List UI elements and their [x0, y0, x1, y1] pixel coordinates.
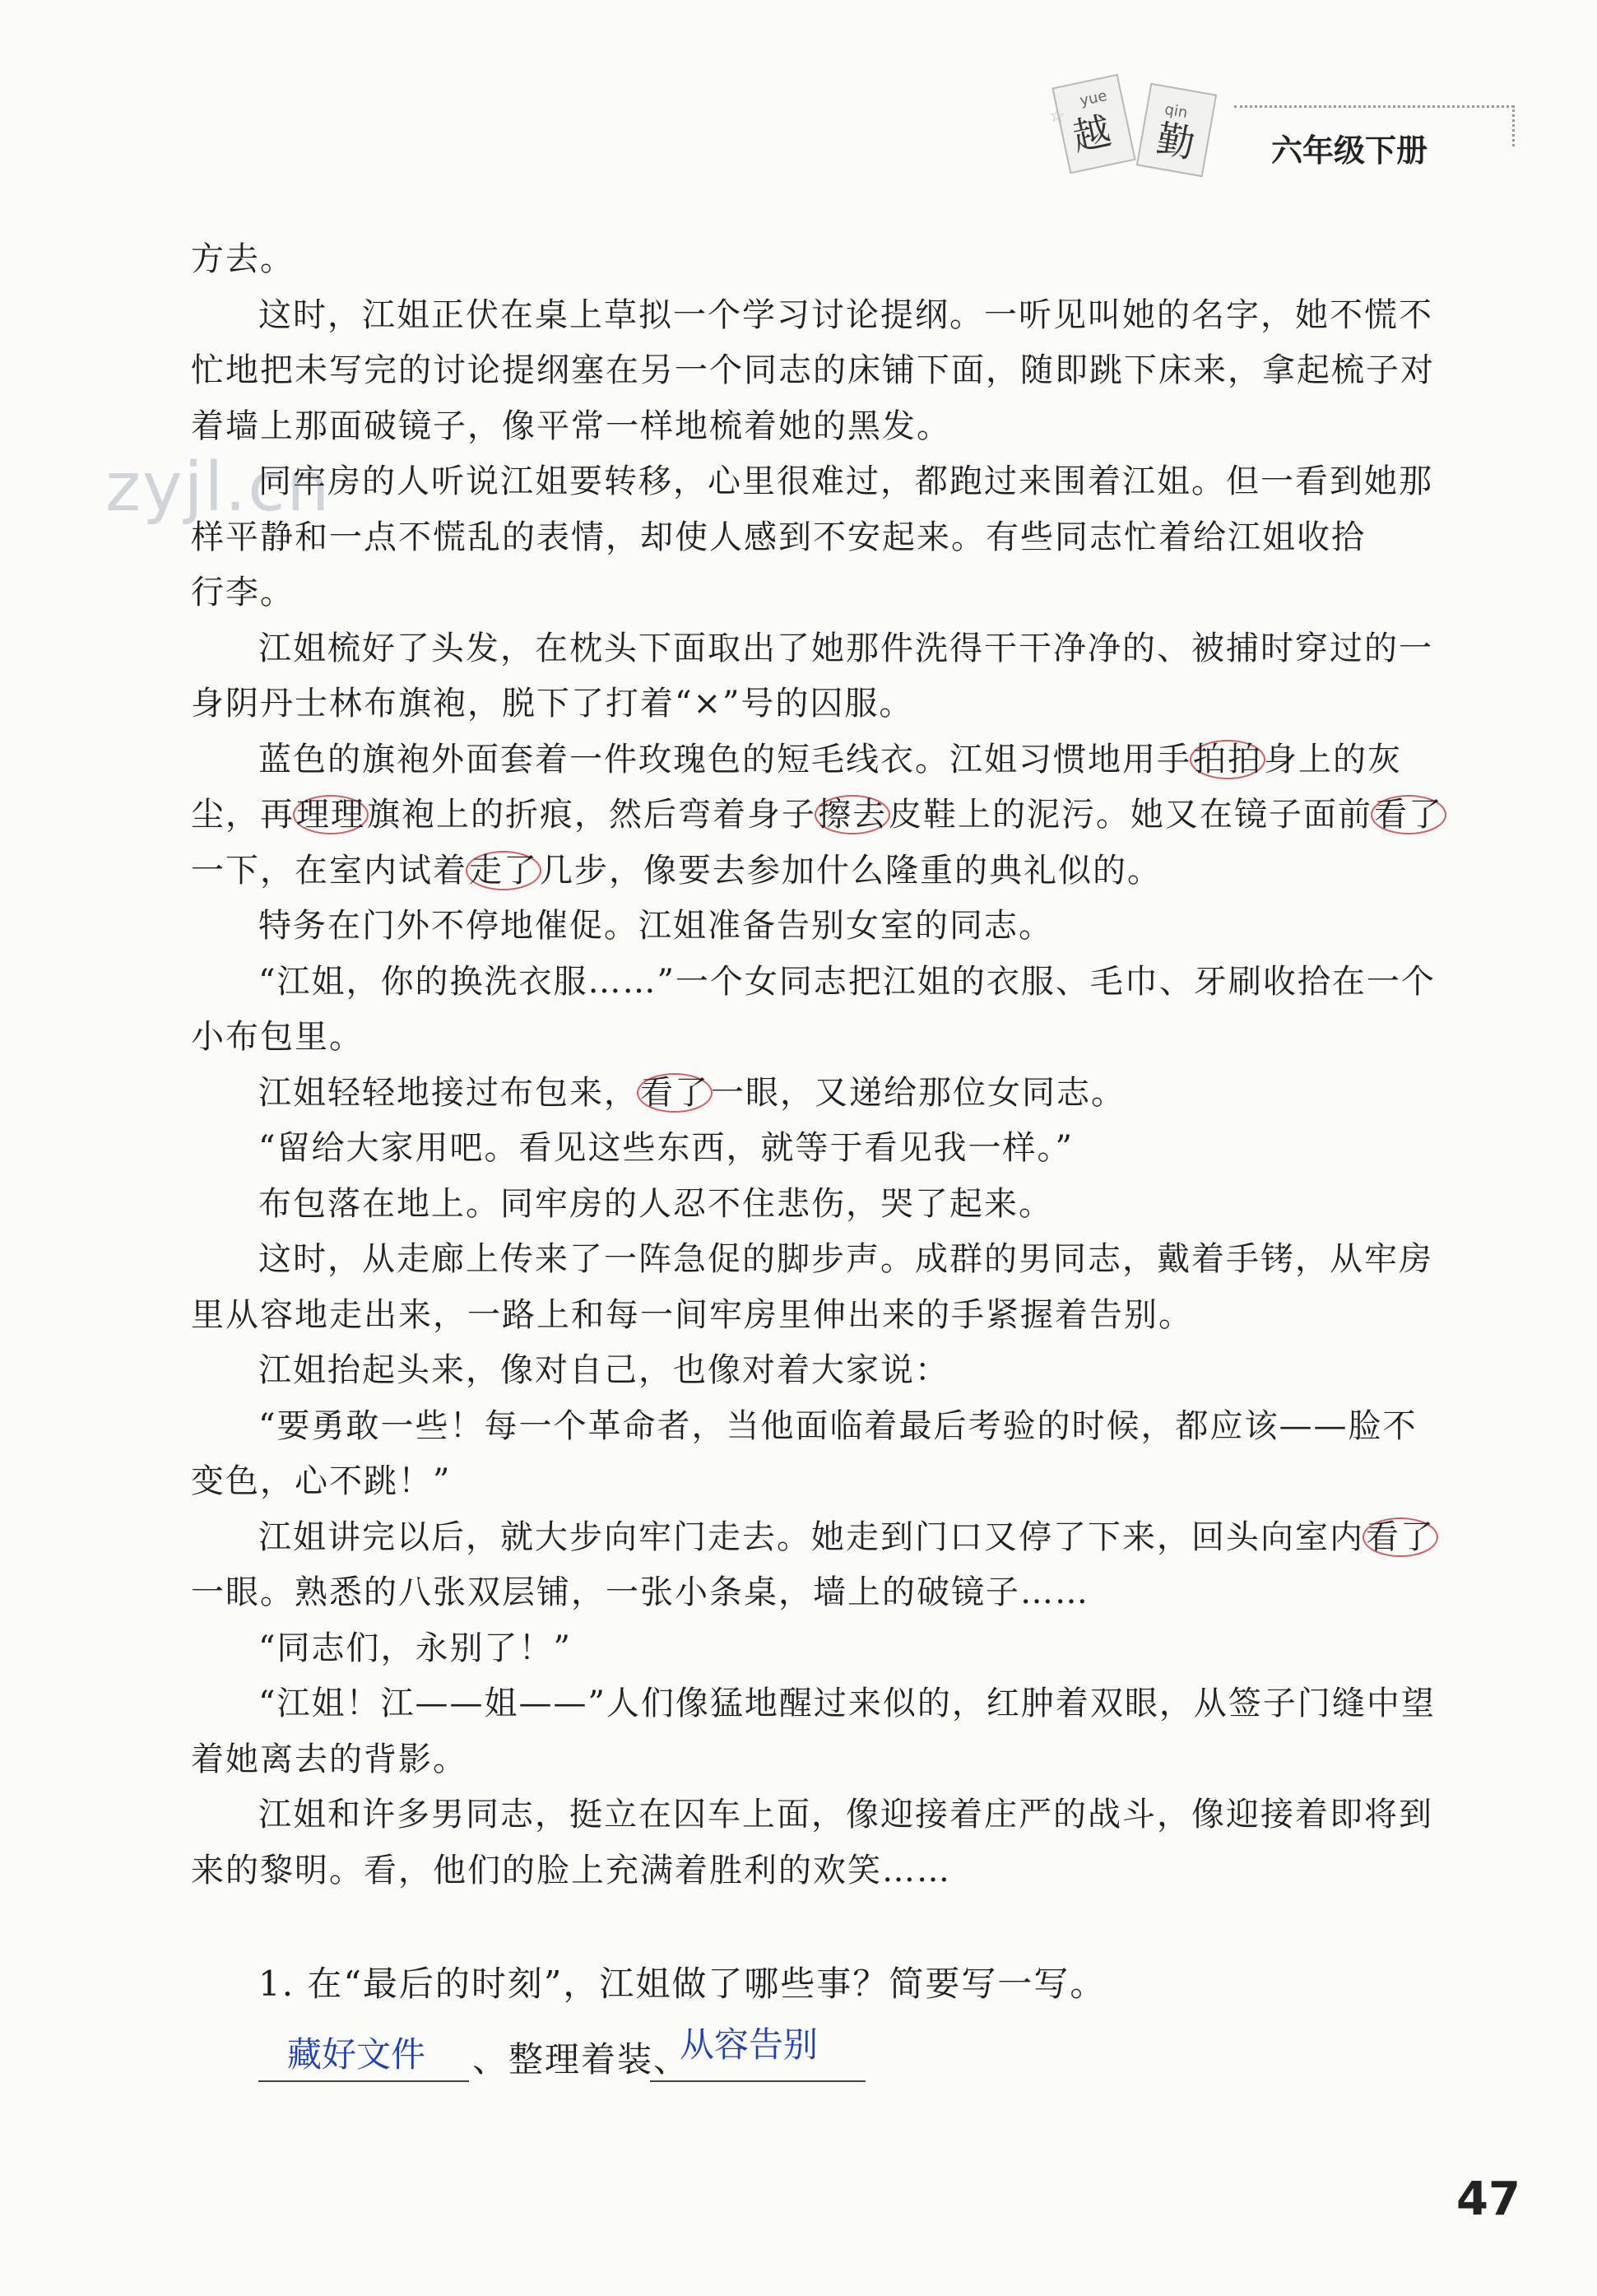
- answer-blank-1[interactable]: [258, 2080, 469, 2082]
- grade-title: 六年级下册: [1271, 132, 1428, 169]
- text-line: 里从容地走出来，一路上和每一间牢房里伸出来的手紧握着告别。: [191, 1296, 1193, 1334]
- logo-pinyin-yue: yue: [1078, 86, 1109, 110]
- text-line: 忙地把未写完的讨论提纲塞在另一个同志的床铺下面，随即跳下床来，拿起梳子对: [191, 351, 1435, 389]
- page-number: 47: [1456, 2173, 1520, 2226]
- logo-char-yue: 越: [1068, 108, 1115, 160]
- question-1: 1. 在“最后的时刻”，江姐做了哪些事？简要写一写。: [258, 1964, 1107, 2004]
- logo-mark-small: ☆: [1049, 106, 1065, 127]
- text-line: 尘，再理理旗袍上的折痕，然后弯着身子擦去皮鞋上的泥污。她又在镜子面前看了: [191, 794, 1441, 835]
- text-line: 江姐抬起头来，像对自己，也像对着大家说：: [258, 1351, 949, 1389]
- text-line: 这时，从走廊上传来了一阵急促的脚步声。成群的男同志，戴着手铐，从牢房: [258, 1240, 1433, 1278]
- circled-word: 看了: [637, 1073, 713, 1113]
- handwritten-answer-2: 从容告别: [680, 2024, 819, 2065]
- text-line: 小布包里。: [191, 1018, 364, 1056]
- answer-row: [258, 2016, 884, 2082]
- text-line: 变色，心不跳！”: [191, 1462, 452, 1500]
- text-line: 这时，江姐正伏在桌上草拟一个学习讨论提纲。一听见叫她的名字，她不慌不: [258, 296, 1433, 334]
- text-line: 来的黎明。看，他们的脸上充满着胜利的欢笑……: [191, 1852, 951, 1889]
- text-line: “江姐！江——姐——”人们像猛地醒过来似的，红肿着双眼，从签子门缝中望: [258, 1685, 1436, 1722]
- text-line: “同志们，永别了！”: [258, 1629, 572, 1667]
- text-line: 一下，在室内试着走了几步，像要去参加什么隆重的典礼似的。: [191, 852, 1162, 890]
- yueqin-logo: [1033, 64, 1238, 188]
- text-line: “江姐，你的换洗衣服……”一个女同志把江姐的衣服、毛巾、牙刷收拾在一个: [258, 963, 1436, 1001]
- text-line: 着她离去的背影。: [191, 1741, 467, 1778]
- text-line: 布包落在地上。同牢房的人忍不住悲伤，哭了起来。: [258, 1185, 1053, 1223]
- text-line: 着墙上那面破镜子，像平常一样地梳着她的黑发。: [191, 407, 951, 445]
- text-line: 江姐讲完以后，就大步向牢门走去。她走到门口又停了下来，回头向室内看了: [258, 1517, 1443, 1558]
- text-line: 江姐梳好了头发，在枕头下面取出了她那件洗得干干净净的、被捕时穿过的一: [258, 630, 1433, 667]
- text-line: 身阴丹士林布旗袍，脱下了打着“×”号的囚服。: [191, 685, 914, 723]
- text-line: 特务在门外不停地催促。江姐准备告别女室的同志。: [258, 907, 1053, 945]
- circled-word: 看了: [1371, 795, 1446, 834]
- circled-word: 拍拍: [1190, 740, 1265, 779]
- text-line: 江姐轻轻地接过布包来，看了一眼，又递给那位女同志。: [258, 1074, 1126, 1112]
- answer-separator: 、整理着装、: [472, 2039, 690, 2080]
- logo-char-qin: 勤: [1153, 116, 1199, 167]
- watermark: zyjl.cn: [105, 449, 332, 527]
- text-line: 同牢房的人听说江姐要转移，心里很难过，都跑过来围着江姐。但一看到她那: [258, 462, 1433, 500]
- text-line: 江姐和许多男同志，挺立在囚车上面，像迎接着庄严的战斗，像迎接着即将到: [258, 1796, 1433, 1834]
- text-line: 蓝色的旗袍外面套着一件玫瑰色的短毛线衣。江姐习惯地用手拍拍身上的灰: [258, 741, 1402, 779]
- circled-word: 走了: [466, 851, 541, 890]
- text-line: 行李。: [191, 574, 295, 611]
- circled-word: 看了: [1363, 1517, 1438, 1557]
- handwritten-answer-1: 藏好文件: [287, 2034, 426, 2075]
- header-dotted-rule-end: [1512, 105, 1515, 146]
- header-dotted-rule: [1234, 105, 1514, 108]
- answer-blank-2[interactable]: [650, 2080, 866, 2082]
- circled-word: 擦去: [815, 795, 890, 834]
- text-line: 一眼。熟悉的八张双层铺，一张小条桌，墙上的破镜子……: [191, 1573, 1089, 1611]
- logo-pinyin-qin: qin: [1163, 100, 1190, 122]
- text-line: “留给大家用吧。看见这些东西，就等于看见我一样。”: [258, 1129, 1074, 1167]
- circled-word: 理理: [293, 795, 369, 834]
- text-line: 样平静和一点不慌乱的表情，却使人感到不安起来。有些同志忙着给江姐收拾: [191, 518, 1366, 556]
- text-line: “要勇敢一些！每一个革命者，当他面临着最后考验的时候，都应该——脸不: [258, 1407, 1418, 1445]
- text-line: 方去。: [191, 240, 295, 278]
